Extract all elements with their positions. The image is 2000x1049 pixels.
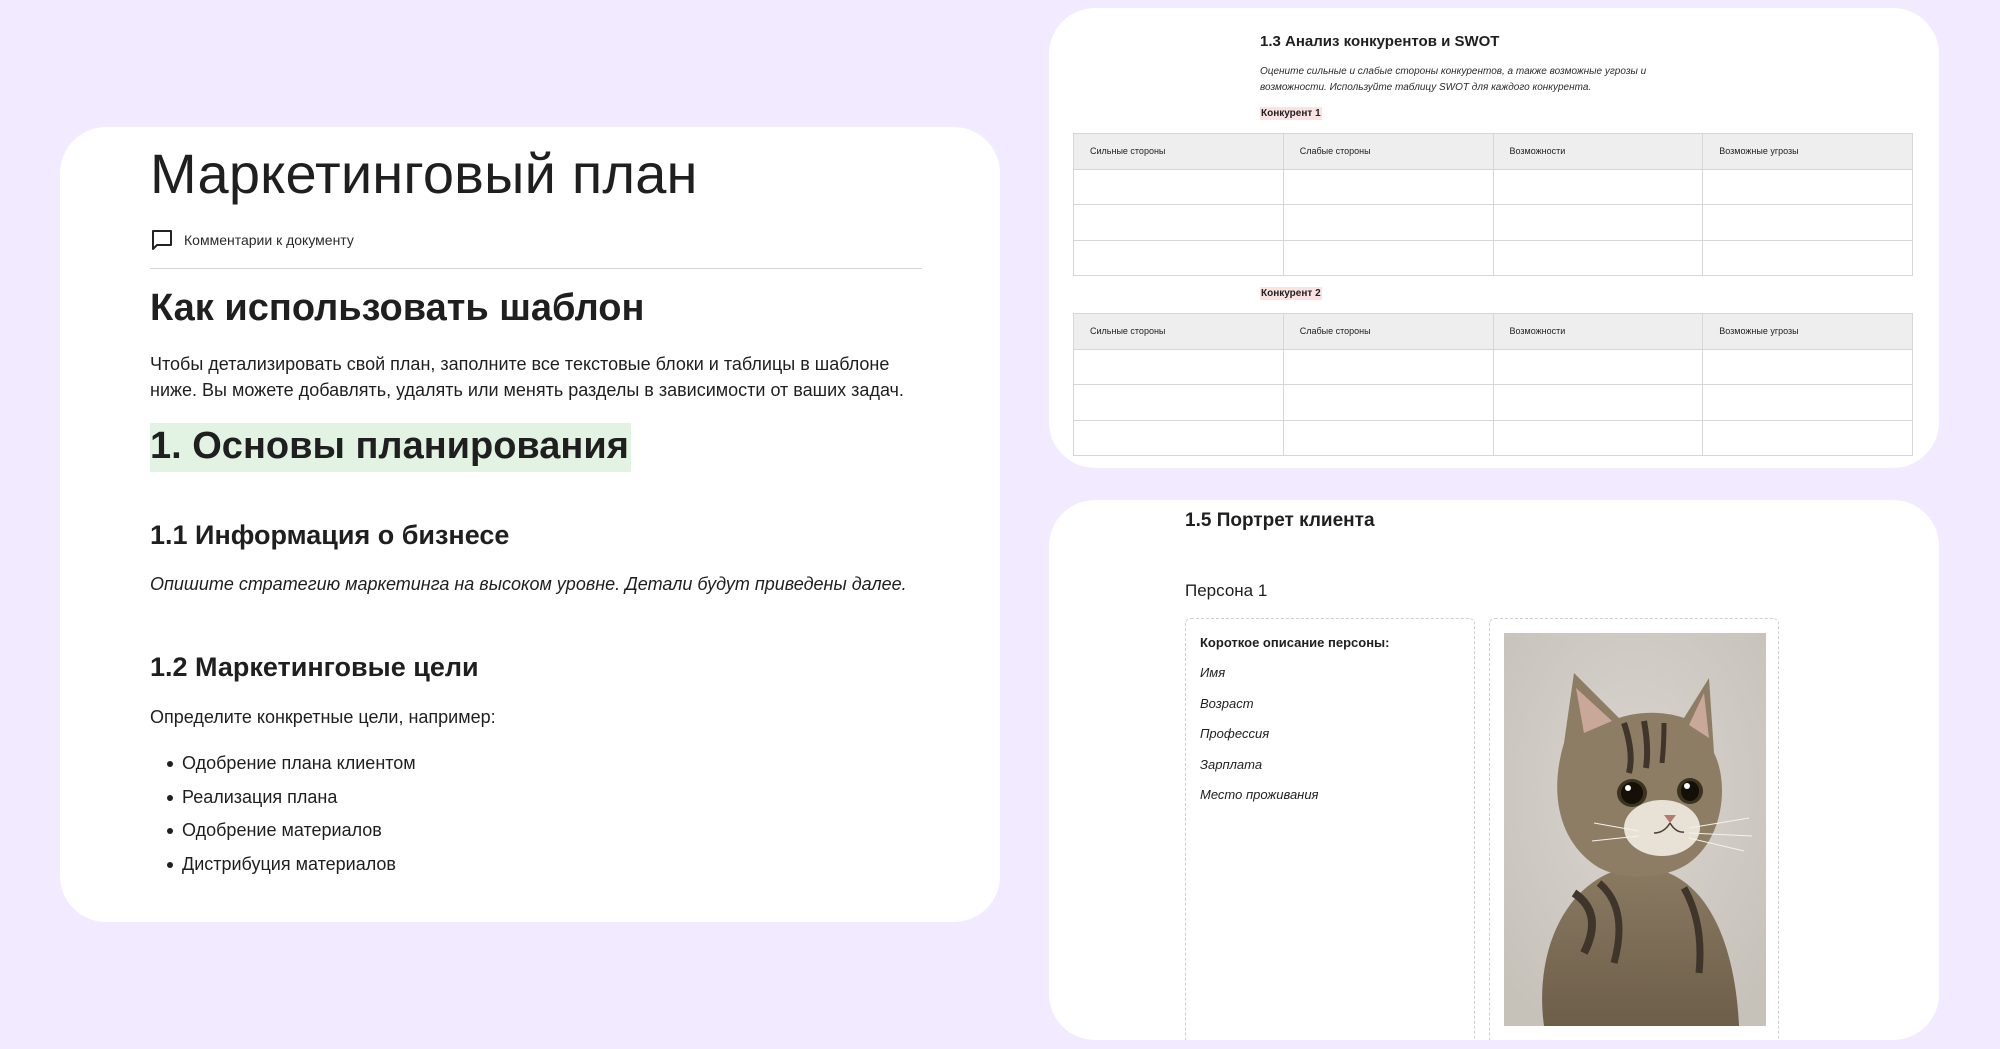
competitor-2-label[interactable]: Конкурент 2 [1261,288,1321,299]
table-cell[interactable] [1703,169,1913,205]
table-row [1074,169,1913,205]
table-header-cell[interactable]: Слабые стороны [1283,314,1493,350]
table-header-cell[interactable]: Возможности [1493,314,1703,350]
comment-icon [150,229,174,251]
table-header-cell[interactable]: Сильные стороны [1074,134,1284,170]
table-cell[interactable] [1074,205,1284,241]
section-heading-basics[interactable]: 1. Основы планирования [150,423,631,472]
persona-description-title: Короткое описание персоны: [1200,635,1390,650]
table-cell[interactable] [1493,385,1703,421]
table-cell[interactable] [1703,349,1913,385]
table-row [1074,240,1913,276]
table-cell[interactable] [1703,240,1913,276]
comments-label: Комментарии к документу [184,232,354,248]
title-divider [150,268,922,269]
table-cell[interactable] [1703,205,1913,241]
table-cell[interactable] [1283,240,1493,276]
swot-table-competitor-2 [1073,313,1913,456]
table-cell[interactable] [1283,349,1493,385]
table-row [1074,420,1913,456]
table-cell[interactable] [1493,205,1703,241]
info-paragraph[interactable]: Опишите стратегию маркетинга на высоком уровне. Детали будут приведены далее. [150,574,907,594]
swot-description[interactable]: Оцените сильные и слабые стороны конкурентов, а также возможные угрозы и возможности. Используйте таблицу SWOT для каждого конкурента. [1260,66,1647,93]
table-header-cell[interactable]: Возможные угрозы [1703,314,1913,350]
table-header-row [1074,134,1913,170]
table-cell[interactable] [1074,240,1284,276]
intro-paragraph[interactable]: Чтобы детализировать свой план, заполните все текстовые блоки и таблицы в шаблоне ниже. Вы можете добавлять, удалять или менять разделы в зависимости от ваших задач. [150,354,904,400]
goals-list-item[interactable]: Реализация плана [182,781,416,815]
table-cell[interactable] [1074,420,1284,456]
table-header-cell[interactable]: Возможные угрозы [1703,134,1913,170]
persona-field[interactable]: Профессия [1200,726,1270,741]
table-header-cell[interactable]: Слабые стороны [1283,134,1493,170]
table-cell[interactable] [1283,385,1493,421]
swot-card [1049,8,1939,468]
table-cell[interactable] [1283,205,1493,241]
persona-field[interactable]: Место проживания [1200,787,1319,802]
persona-heading[interactable]: 1.5 Портрет клиента [1185,510,1375,531]
persona-card [1049,500,1939,1040]
persona-photo-block[interactable] [1489,618,1779,1040]
document-title[interactable]: Маркетинговый план [150,142,698,205]
goals-list-item[interactable]: Одобрение материалов [182,814,416,848]
table-cell[interactable] [1074,385,1284,421]
persona-field[interactable]: Имя [1200,665,1226,680]
goals-list [182,747,416,881]
table-cell[interactable] [1283,169,1493,205]
table-cell[interactable] [1074,169,1284,205]
table-cell[interactable] [1493,169,1703,205]
swot-heading[interactable]: 1.3 Анализ конкурентов и SWOT [1260,33,1500,50]
persona-photo-kitten[interactable] [1504,633,1766,1026]
table-row [1074,349,1913,385]
document-comments-button[interactable] [150,229,354,251]
table-cell[interactable] [1493,349,1703,385]
persona-subheading[interactable]: Персона 1 [1185,581,1268,600]
goals-paragraph[interactable]: Определите конкретные цели, например: [150,707,496,727]
table-cell[interactable] [1283,420,1493,456]
goals-list-item[interactable]: Дистрибуция материалов [182,848,416,882]
goals-list-item[interactable]: Одобрение плана клиентом [182,747,416,781]
persona-field[interactable]: Зарплата [1200,756,1263,772]
howto-heading[interactable]: Как использовать шаблон [150,287,645,329]
swot-table-competitor-1 [1073,133,1913,276]
table-row [1074,385,1913,421]
subsection-heading-info[interactable]: 1.1 Информация о бизнесе [150,520,510,550]
competitor-1-label[interactable]: Конкурент 1 [1261,108,1321,119]
table-header-row [1074,314,1913,350]
persona-field[interactable]: Возраст [1200,695,1254,711]
document-card-main [60,127,1000,922]
table-cell[interactable] [1703,420,1913,456]
table-cell[interactable] [1493,240,1703,276]
persona-description-block[interactable] [1185,618,1475,1040]
kitten-image [1504,633,1766,1026]
table-header-cell[interactable]: Возможности [1493,134,1703,170]
table-header-cell[interactable]: Сильные стороны [1074,314,1284,350]
table-row [1074,205,1913,241]
table-cell[interactable] [1703,385,1913,421]
table-cell[interactable] [1493,420,1703,456]
persona-fields-list [1200,665,1319,818]
subsection-heading-goals[interactable]: 1.2 Маркетинговые цели [150,652,479,682]
table-cell[interactable] [1074,349,1284,385]
